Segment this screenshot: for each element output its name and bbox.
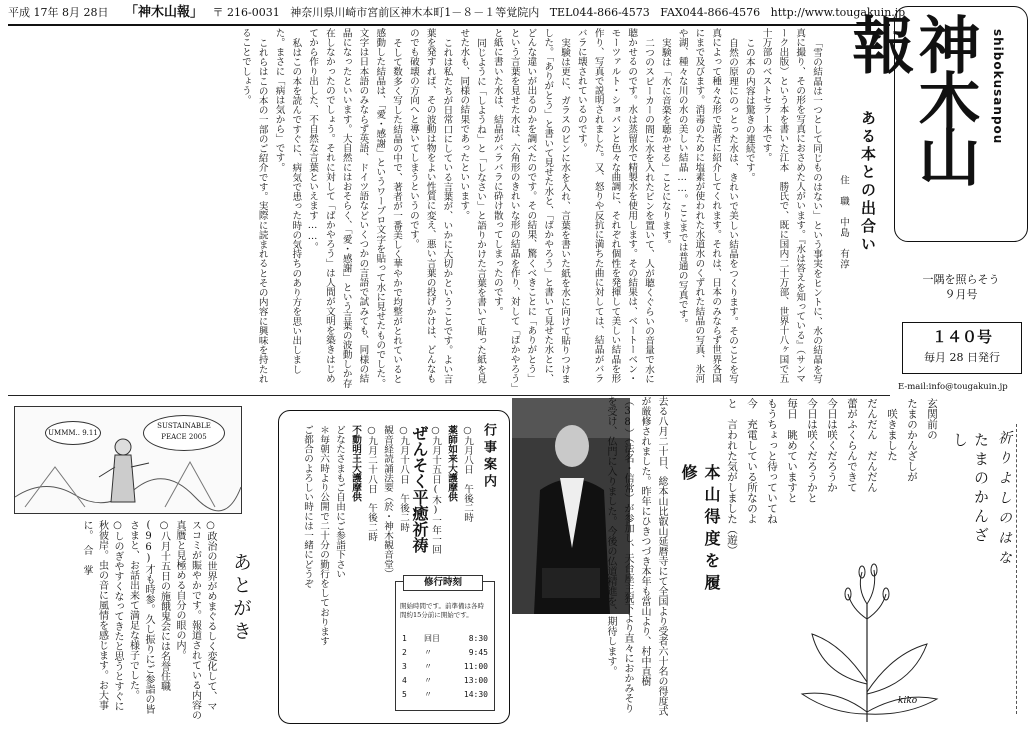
poem-line: 毎日 眺めていますと [786, 398, 798, 503]
poem-vertical-caption: 祈りよしのはな [996, 430, 1012, 570]
header-title: 「神木山報」 [124, 5, 203, 20]
tokudo-title: 本山得度を履修 [679, 464, 721, 596]
article-paragraph: 二つのスピーカーの間に水を入れたビンを置いて、人が聴くぐらいの音量で水に聴かせるのです。水は蒸留水で精製水を使用します。その結果は、ベートーベン・モーツァルト・ショパンと色々な曲調に、それぞれ個性を発揮して美しい結晶を形作り、写真で説明されました。又、怒りや反抗に満ちた曲に対しては、結晶がバラバラに壊されているのです。 [575, 28, 655, 384]
article-paragraph: これらはこの本の一部のご紹介です。実際に読まれるとその内容に興味を持たれることでしょう。 [239, 28, 268, 384]
event-item: ○九月十五日(木)一年一回 [430, 425, 441, 554]
poem-line: もうちょっと待っていてね [766, 398, 778, 524]
schedule-row [402, 632, 488, 646]
poem-line: 今日は咲くだろうか [826, 398, 838, 493]
schedule-label: 〃 [424, 648, 432, 657]
flower-illustration-icon [782, 564, 952, 724]
tokudo-paragraph: 去る八月二十日、総本山比叡山延暦寺にて全国より受者六十名の得度式が厳修されました。昨年にひきつづき本年も當山より、村中直樹（38）（法名・信常）が参加し、天台座主猊下より直々におかみそりを受け、仏門に入りました。今後の仏道精進を、期待します。 [605, 396, 667, 716]
schedule-label: 〃 [424, 690, 432, 699]
event-item: ○九月十八日 午後二時 [398, 425, 409, 532]
schedule-num: 3 [402, 662, 407, 671]
header-rule [8, 24, 890, 26]
motto-line1: 一隅を照らそう [922, 273, 1000, 286]
poem-line: 玄関前の [926, 398, 938, 440]
schedule-num: 4 [402, 676, 407, 685]
masthead-romaji: shibokusanpou [991, 29, 1005, 145]
article-paragraph: 私はこの本を読んですぐに、病気で患った時の気持ちのあり方を思い出しました。まさに「病は気から」です。 [273, 28, 302, 374]
poem-line: だんだん だんだん [866, 398, 878, 493]
schedule-row [402, 674, 488, 688]
schedule-label: 〃 [424, 676, 432, 685]
schedule-num: 5 [402, 690, 407, 699]
afterword-title: あとがき [230, 552, 252, 644]
article-paragraph: 実験は更に、ガラスのビンに水を入れ、言葉を書いた紙を水に向けて貼りつけました。「ありがとう」と書いて見せた水と、「ばかやろう」と書いて見せた水とに、どんな違いが出るのかを調べたのです。その結果、驚くべきことに「ありがとう」という言葉を見せた水は、六角形のきれいな形の結晶を作り、対して「ばかやろう」と紙に書いた水は、結晶がバラバラに砕け散ってしまったのです。 [491, 28, 571, 388]
event-item: ＊毎朝六時より公開で二十分の勤行をしております [318, 425, 329, 646]
article-body [8, 28, 824, 392]
schedule-title: 修行時刻 [403, 575, 483, 591]
poem-line: 蕾がふくらんできて [846, 398, 858, 493]
poem-title: たまのかんざし [951, 432, 990, 546]
article-author: 住 職 中島 有淳 [838, 175, 849, 270]
tokudo-body [560, 396, 670, 716]
event-highlight: ぜんそく平癒祈祷 [410, 425, 429, 553]
schedule-row [402, 646, 488, 660]
afterword-body [20, 520, 218, 720]
issue-box [902, 322, 1022, 374]
schedule-row [402, 688, 488, 702]
afterword-paragraph: ○八月十五日の施餓鬼会には名誉住職(96)才も時参。久し振りにご参詣の皆さまと、お話出来て満足な様子でした。 [127, 520, 170, 714]
schedule-note: 開始時間です。前準備は各時間約15分前に開始です。 [400, 602, 484, 619]
poem-signature: kiko [898, 696, 918, 706]
header-postal: 〒 216-0031 [212, 6, 280, 19]
schedule-time: 9:45 [468, 648, 488, 657]
article-paragraph: 自然の原理にのっとった水は、きれいで美しい結晶をつくります。そのことを写真によって種々な形で読者に紹介してくれます。それは、日本のみならず世界各国にまで及びます。消毒のために塩素が使われた水道水のくずれた結晶の写真、氷河や湖、種々な川の水の美しい結晶……。ここまでは普通の写真です。 [676, 28, 739, 384]
motto [896, 272, 1026, 302]
event-item: どなたさまもご自由にご参詣下さい [334, 425, 345, 579]
poem-line: 今日は咲くだろうかと [806, 398, 818, 503]
schedule-num: 1 [402, 634, 407, 643]
cartoon-bubble-left: UMMM.. 9.11 [45, 421, 101, 445]
motto-line2: ９月号 [944, 288, 978, 301]
article-paragraph: そして数多く写した結晶の中で、著者が一番美しく華やかで均整がとれていると感動した結晶は、「愛・感謝」というワープロ文字を貼って水に見せたものでした。文字は日本語のみならず英語、ドイツ語などいくつかの言語で試みても、同様の結晶になったといいます。大自然にはおそらく、「愛・感謝」という言葉の波動しか存在しなかったのでしょう。それに対して「ばかやろう」は人間が文明を築きはじめてから作り出した、不自然な言葉といえます……。 [307, 28, 403, 388]
event-item: 薬師如来大護摩供 [446, 425, 457, 502]
issue-number: １４０号 [931, 328, 992, 346]
event-item: 不動明王大護摩供 [350, 425, 361, 502]
schedule-time: 8:30 [468, 634, 488, 643]
article-title: ある本との出合い [859, 110, 877, 254]
schedule-time: 13:00 [463, 676, 488, 685]
poem-line: と 言われた気がしました（遊） [726, 398, 738, 556]
header-bar [8, 3, 906, 23]
afterword-paragraph: ○政治の世界がめまぐるしく変化して、マスコミが賑やかです。報道されている内容の真贋と見極める自分の眼の内。 [174, 520, 216, 720]
schedule-time: 11:00 [463, 662, 488, 671]
article-paragraph: 「雪の結晶は一つとして同じものはない」という事実をヒントに、水の結晶を写真に撮り、その形を写真におさめた人がいます。『水は答えを知っている』（サンマーク出版）という本を書いた江本 勝氏で、既に国内二十万部、世界十八ヶ国で五十万部のベストセラー本です。 [760, 28, 822, 384]
event-item: 観音経読誦法要（於・神木観音堂） [382, 425, 393, 579]
schedule-row [402, 660, 488, 674]
header-address: 神奈川県川崎市宮前区神木本町1－８－１等覚院内 [290, 6, 540, 19]
event-item: ○九月八日 午後二時 [462, 425, 473, 523]
events-box [278, 410, 510, 724]
masthead-title: 神木山報 [842, 13, 981, 181]
header-url[interactable]: http://www.tougakuin.jp [770, 6, 906, 19]
issue-day: 毎月 28 日発行 [924, 351, 1000, 364]
poem-line: 今 充電している所なのよ [746, 398, 758, 524]
event-item: ご都合のよろしい時には一緒にどうぞ [302, 425, 313, 589]
header-tel: TEL044-866-4573 [549, 6, 650, 19]
article-paragraph: 同じように「しようね」と「しなさい」と語りかけた言葉を書いて貼った紙を見せた水も、同様の結果であったといいます。 [458, 28, 487, 384]
email-link[interactable]: E-mail:info@tougakuin.jp [898, 382, 1008, 392]
schedule-label: 〃 [424, 662, 432, 671]
schedule-box [395, 581, 495, 711]
schedule-time: 14:30 [463, 690, 488, 699]
schedule-label: 回目 [424, 634, 440, 643]
events-title: 行事案内 [481, 423, 496, 491]
header-fax: FAX044-866-4576 [660, 6, 761, 19]
poem-line: たまのかんざしが [906, 398, 918, 482]
article-paragraph: 実験は「水に音楽を聴かせる」ことになります。 [659, 37, 671, 249]
header-date: 平成 17年 8月 28日 [8, 6, 109, 19]
section-rule [8, 395, 890, 396]
cartoon-bubble-right: SUSTAINABLE PEACE 2005 [143, 415, 225, 451]
article-paragraph: この本の内容は驚きの連続です。 [743, 37, 755, 182]
event-item: ○九月二十八日 午後二時 [366, 425, 377, 542]
cartoon-image [14, 406, 242, 514]
poem-caption-rule [1016, 424, 1017, 714]
schedule-num: 2 [402, 648, 407, 657]
afterword-paragraph: ○しのぎやすくなってきたと思うとすぐに秋彼岸。虫の音に風情を感じます。お大事に。 合 掌 [81, 520, 123, 711]
poem-line: 咲きました [886, 398, 898, 461]
article-paragraph: これは私たちが日常口にしている言葉が、いかに大切かということです。よい言葉を発すれば、その波動は物をよい性質に変え、悪い言葉の投げかけは、どんなものでも破壊の方向へと導いてしまうというのです。 [407, 28, 453, 384]
